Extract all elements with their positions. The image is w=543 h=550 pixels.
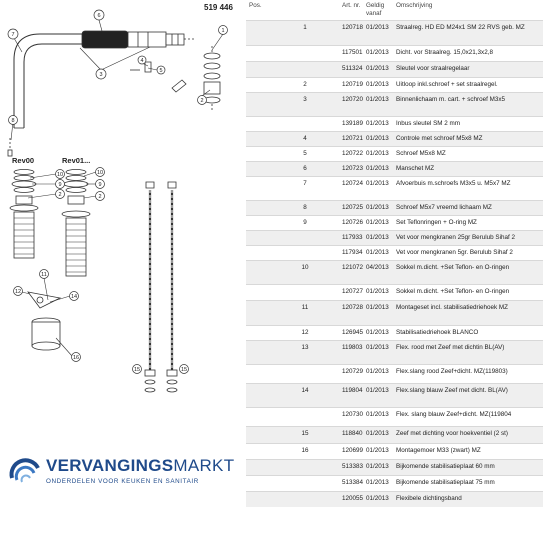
- cell-geldig-vanaf: 01/2013: [366, 447, 389, 454]
- cell-pos: 4: [303, 135, 307, 142]
- callout-3: 3: [99, 72, 103, 78]
- cell-omschrijving: Sokkel m.dicht. +Set Teflon- en O-ringen: [396, 288, 510, 295]
- table-row: [246, 407, 543, 426]
- header-omschrijving: Omschrijving: [396, 2, 433, 9]
- table-row: [246, 230, 543, 245]
- cell-pos: 16: [301, 447, 309, 454]
- cell-geldig-vanaf: 01/2013: [366, 495, 389, 502]
- parts-drawing-svg: [0, 0, 246, 440]
- cell-geldig-vanaf: 01/2013: [366, 65, 389, 72]
- cell-art-nr: 120720: [342, 96, 364, 103]
- table-row: [246, 61, 543, 77]
- cell-art-nr: 119803: [342, 344, 363, 351]
- cell-pos: 3: [303, 96, 307, 103]
- cell-art-nr: 119804: [342, 387, 363, 394]
- cell-omschrijving: Flex. slang blauw Zeef+dicht. MZ(119804: [396, 411, 512, 418]
- callout-10b: 10: [96, 170, 104, 176]
- cell-geldig-vanaf: 01/2013: [366, 387, 389, 394]
- cell-pos: 13: [301, 344, 309, 351]
- cell-geldig-vanaf: 01/2013: [366, 135, 389, 142]
- cell-art-nr: 126945: [342, 329, 364, 336]
- cell-art-nr: 120719: [342, 81, 364, 88]
- callout-5: 5: [159, 68, 163, 74]
- cell-omschrijving: Inbus sleutel SM 2 mm: [396, 120, 461, 127]
- cell-art-nr: 513383: [342, 463, 364, 470]
- cell-omschrijving: Schroef M5x7 vreemd lichaam MZ: [396, 204, 492, 211]
- callout-11: 11: [41, 272, 47, 278]
- table-row: [246, 284, 543, 300]
- logo-wordmark-part2: MARKT: [173, 456, 235, 475]
- callout-4: 4: [140, 58, 144, 64]
- cell-omschrijving: Flex. rood met Zeef met dichtin BL(AV): [396, 344, 505, 351]
- cell-pos: 12: [301, 329, 309, 336]
- table-row: [246, 161, 543, 176]
- callout-1: 1: [221, 28, 225, 34]
- header-art-nr: Art. nr.: [342, 2, 361, 9]
- cell-art-nr: 120727: [342, 288, 364, 295]
- cell-geldig-vanaf: 01/2013: [366, 81, 389, 88]
- callout-8: 8: [11, 118, 15, 124]
- cell-art-nr: 120055: [342, 495, 364, 502]
- cell-omschrijving: Flex.slang rood Zeef+dicht. MZ(119803): [396, 368, 508, 375]
- cell-pos: 15: [301, 430, 309, 437]
- table-row: [246, 116, 543, 131]
- cell-art-nr: 117934: [342, 249, 363, 256]
- cell-geldig-vanaf: 01/2013: [366, 479, 389, 486]
- cell-pos: 5: [303, 150, 307, 157]
- cell-omschrijving: Binnenlichaam m. cart. + schroef M3x5: [396, 96, 506, 103]
- callout-9a: 9: [58, 182, 62, 188]
- callout-2b: 2: [98, 194, 102, 200]
- vervangingsmarkt-logo: [8, 456, 246, 496]
- cell-omschrijving: Sokkel m.dicht. +Set Teflon- en O-ringen: [396, 264, 510, 271]
- cell-art-nr: 120718: [342, 24, 364, 31]
- cell-art-nr: 120723: [342, 165, 364, 172]
- cell-geldig-vanaf: 01/2013: [366, 288, 389, 295]
- callout-circles: [8, 10, 228, 374]
- cell-geldig-vanaf: 01/2013: [366, 165, 389, 172]
- cell-omschrijving: Controle met schroef M5x8 MZ: [396, 135, 483, 142]
- table-row: [246, 45, 543, 61]
- cell-geldig-vanaf: 01/2013: [366, 411, 389, 418]
- cell-omschrijving: Sleutel voor straalregelaar: [396, 65, 470, 72]
- cell-geldig-vanaf: 01/2013: [366, 96, 389, 103]
- cell-geldig-vanaf: 01/2013: [366, 204, 389, 211]
- cell-geldig-vanaf: 01/2013: [366, 249, 389, 256]
- cell-omschrijving: Vet voor mengkranen 5gr. Berulub Sihaf 2: [396, 249, 513, 256]
- table-row: [246, 215, 543, 230]
- cell-pos: 14: [301, 387, 309, 394]
- callout-6: 6: [97, 13, 101, 19]
- cell-art-nr: 120724: [342, 180, 364, 187]
- cell-omschrijving: Zeef met dichting voor hoekventiel (2 st): [396, 430, 508, 437]
- revision-label-rev01: Rev01...: [62, 156, 91, 165]
- cell-omschrijving: Vet voor mengkranen 25gr Berulub Sihaf 2: [396, 234, 516, 241]
- cell-art-nr: 120730: [342, 411, 364, 418]
- cell-geldig-vanaf: 04/2013: [366, 264, 389, 271]
- cell-art-nr: 117501: [342, 49, 363, 56]
- cell-omschrijving: Set Teflonringen + O-ring MZ: [396, 219, 477, 226]
- logo-wordmark-part1: VERVANGINGS: [46, 456, 174, 475]
- table-row: [246, 260, 543, 284]
- table-row: [246, 245, 543, 260]
- callout-15b: 15: [180, 367, 188, 373]
- cell-pos: 8: [303, 204, 307, 211]
- document-number: 519 446: [204, 3, 233, 12]
- callout-12: 12: [14, 289, 22, 295]
- table-row: [246, 20, 543, 45]
- cell-geldig-vanaf: 01/2013: [366, 150, 389, 157]
- table-row: [246, 146, 543, 161]
- table-row: [246, 491, 543, 507]
- cell-pos: 7: [303, 180, 307, 187]
- cell-omschrijving: Flex.slang blauw Zeef met dicht. BL(AV): [396, 387, 508, 394]
- cell-geldig-vanaf: 01/2013: [366, 180, 389, 187]
- table-row: [246, 443, 543, 459]
- table-row: [246, 92, 543, 116]
- callout-9b: 9: [98, 182, 102, 188]
- table-row: [246, 325, 543, 340]
- table-row: [246, 77, 543, 92]
- table-row: [246, 176, 543, 200]
- header-geldig-vanaf: Geldig vanaf: [366, 2, 385, 17]
- revision-label-rev00: Rev00: [12, 156, 35, 165]
- cell-art-nr: 120721: [342, 135, 364, 142]
- cell-omschrijving: Montagemoer M33 (zwart) MZ: [396, 447, 481, 454]
- cell-art-nr: 120699: [342, 447, 364, 454]
- callout-2: 2: [200, 98, 204, 104]
- logo-tagline: ONDERDELEN VOOR KEUKEN EN SANITAIR: [46, 478, 199, 485]
- cell-omschrijving: Bijkomende stabilisatieplaat 60 mm: [396, 463, 495, 470]
- cell-omschrijving: Dicht. vor Straalreg. 15,0x21,3x2,8: [396, 49, 493, 56]
- table-row: [246, 383, 543, 407]
- table-row: [246, 459, 543, 475]
- cell-omschrijving: Schroef M5x8 MZ: [396, 150, 446, 157]
- cell-art-nr: 120728: [342, 304, 364, 311]
- cell-omschrijving: Bijkomende stabilisatieplaat 75 mm: [396, 479, 495, 486]
- callout-14: 14: [70, 294, 78, 300]
- cell-pos: 11: [301, 304, 309, 311]
- table-row: [246, 364, 543, 383]
- cell-art-nr: 117933: [342, 234, 363, 241]
- cell-omschrijving: Straalreg. HD ED M24x1 SM 22 RVS geb. MZ: [396, 24, 525, 31]
- parts-table-header: [246, 0, 543, 20]
- cell-art-nr: 513384: [342, 479, 364, 486]
- logo-arc-icon: [8, 456, 42, 490]
- cell-geldig-vanaf: 01/2013: [366, 304, 389, 311]
- table-row: [246, 426, 543, 443]
- cell-art-nr: 118840: [342, 430, 363, 437]
- cell-omschrijving: Uitloop inkl.schroef + set straalregel.: [396, 81, 498, 88]
- table-row: [246, 200, 543, 215]
- cell-omschrijving: Afvoerbuis m.schroefs M3x5 u. M5x7 MZ: [396, 180, 511, 187]
- header-pos: Pos.: [249, 2, 262, 9]
- cell-geldig-vanaf: 01/2013: [366, 120, 389, 127]
- cell-art-nr: 120725: [342, 204, 364, 211]
- cell-omschrijving: Flexibele dichtingsband: [396, 495, 462, 502]
- cell-geldig-vanaf: 01/2013: [366, 368, 389, 375]
- logo-wordmark: [46, 456, 234, 476]
- parts-table: [246, 0, 543, 550]
- table-row: [246, 475, 543, 491]
- table-row: [246, 300, 543, 325]
- callout-10a: 10: [56, 172, 64, 178]
- cell-geldig-vanaf: 01/2013: [366, 234, 389, 241]
- cell-omschrijving: Montageset incl. stabilisatiedriehoek MZ: [396, 304, 508, 311]
- cell-art-nr: 120722: [342, 150, 364, 157]
- cell-pos: 6: [303, 165, 307, 172]
- cell-omschrijving: Manschet MZ: [396, 165, 435, 172]
- cell-art-nr: 139189: [342, 120, 364, 127]
- cell-art-nr: 121072: [342, 264, 364, 271]
- cell-omschrijving: Stabilisatiedriehoek BLANCO: [396, 329, 479, 336]
- cell-geldig-vanaf: 01/2013: [366, 463, 389, 470]
- callout-2a: 2: [58, 192, 62, 198]
- cell-pos: 2: [303, 81, 307, 88]
- cell-geldig-vanaf: 01/2013: [366, 219, 389, 226]
- callout-15a: 15: [133, 367, 141, 373]
- cell-geldig-vanaf: 01/2013: [366, 430, 389, 437]
- cell-pos: 10: [301, 264, 309, 271]
- cell-pos: 9: [303, 219, 307, 226]
- cell-art-nr: 120726: [342, 219, 364, 226]
- table-row: [246, 340, 543, 364]
- cell-geldig-vanaf: 01/2013: [366, 24, 389, 31]
- exploded-parts-drawing: [0, 0, 246, 440]
- cell-art-nr: 511324: [342, 65, 363, 72]
- callout-7: 7: [11, 32, 15, 38]
- cell-art-nr: 120729: [342, 368, 364, 375]
- cell-pos: 1: [303, 24, 307, 31]
- cell-geldig-vanaf: 01/2013: [366, 49, 389, 56]
- cell-geldig-vanaf: 01/2013: [366, 344, 389, 351]
- cell-geldig-vanaf: 01/2013: [366, 329, 389, 336]
- callout-16: 16: [72, 355, 80, 361]
- table-row: [246, 131, 543, 146]
